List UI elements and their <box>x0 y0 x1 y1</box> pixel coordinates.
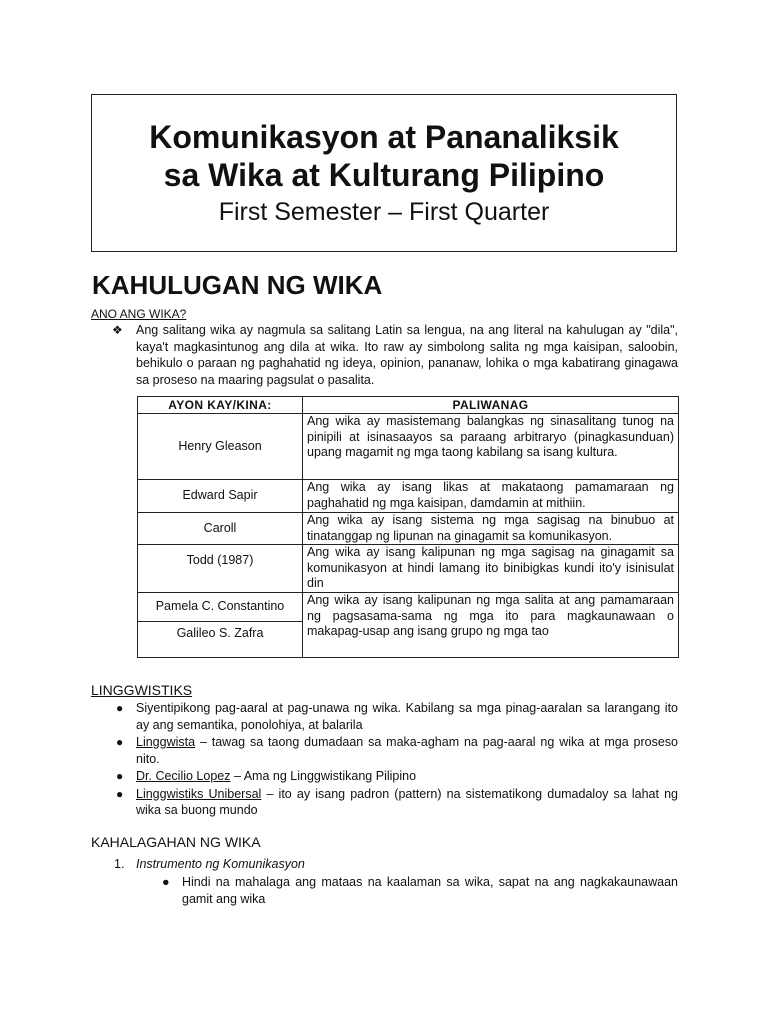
document-subtitle: First Semester – First Quarter <box>218 198 550 226</box>
table-cell-definition: Ang wika ay isang kalipunan ng mga salita at ang pamamaraan ng pagsasama-sama ng mga ito para magkaunawaan o makapag-usap ang isang grupo ng mga tao <box>303 593 679 658</box>
list-item <box>112 700 678 733</box>
document-title-line-2: sa Wika at Kulturang Pilipino <box>163 157 605 193</box>
table-cell-author: Caroll <box>138 513 303 545</box>
list-item-term: Linggwistiks Unibersal <box>136 786 262 801</box>
bullet-icon: ● <box>116 701 124 715</box>
section-label-kahalagahan: KAHALAGAHAN NG WIKA <box>91 834 261 850</box>
list-item <box>112 768 678 785</box>
table-header-ayon: AYON KAY/KINA: <box>138 397 303 414</box>
definition-paragraph-text: Ang salitang wika ay nagmula sa salitang Latin sa lengua, na ang literal na kahulugan ay "dila", kaya't magkasintunog ang dila at wika. Ito raw ay simbolong salita ng mga kaisipan, saloobin, behikulo o paraan ng paghahatid ng ideya, opinion, pananaw, lohika o mga kabatirang ginagawa sa proseso na maaring pagsulat o pasalita. <box>136 323 678 387</box>
table-row <box>138 480 679 513</box>
table-cell-definition: Ang wika ay isang sistema ng mga sagisag na binubuo at tinatanggap ng lipunan na ginagamit sa komunikasyon. <box>303 513 679 545</box>
table-row <box>138 513 679 545</box>
kahalagahan-sub-list <box>160 874 678 907</box>
numbered-item <box>114 856 305 872</box>
title-box <box>91 94 677 252</box>
list-item-text: Hindi na mahalaga ang mataas na kaalaman sa wika, sapat na ang nagkakaunawaan gamit ang wika <box>182 875 678 906</box>
list-item <box>112 734 678 767</box>
table-header-row <box>138 397 679 414</box>
section-label-ano-ang-wika: ANO ANG WIKA? <box>91 307 187 321</box>
list-item-term: Linggwista <box>136 735 196 749</box>
linggwistiks-list <box>112 700 678 820</box>
table-cell-definition: Ang wika ay isang kalipunan ng mga sagisag na ginagamit sa komunikasyon at hindi lamang ito binibigkas kundi ito'y isinisulat din <box>303 545 679 593</box>
table-header-paliwanag: PALIWANAG <box>303 397 679 414</box>
bullet-icon: ● <box>162 875 170 889</box>
table-cell-author: Galileo S. Zafra <box>138 622 303 658</box>
table-cell-author: Edward Sapir <box>138 480 303 513</box>
table-cell-definition: Ang wika ay isang likas at makataong pamamaraan ng paghahatid ng mga kaisipan, damdamin at mithiin. <box>303 480 679 513</box>
list-item-text: – ito ay isang padron (pattern) na sistematikong dumadaloy sa lahat ng wika sa buong mundo <box>136 786 678 817</box>
definition-paragraph <box>112 322 678 388</box>
table-row <box>138 414 679 480</box>
list-item <box>160 874 678 907</box>
table-cell-author: Pamela C. Constantino <box>138 593 303 622</box>
section-label-linggwistiks: LINGGWISTIKS <box>91 682 193 698</box>
table-cell-author: Henry Gleason <box>138 414 303 480</box>
definitions-table <box>137 396 679 658</box>
table-row <box>138 593 679 622</box>
table-cell-author: Todd (1987) <box>138 545 303 593</box>
table-cell-definition: Ang wika ay masistemang balangkas ng sinasalitang tunog na pinipili at isinasaayos sa paraang arbitraryo (pinagkasunduan) upang magamit ng mga taong kabilang sa isang kultura. <box>303 414 679 480</box>
bullet-icon: ● <box>116 786 124 801</box>
list-item-text: Siyentipikong pag-aaral at pag-unawa ng wika. Kabilang sa mga pinag-aaralan sa larangang ito ay ang semantika, ponolohiya, at balarila <box>136 701 678 732</box>
list-item <box>112 786 678 819</box>
document-title-line-1: Komunikasyon at Pananaliksik <box>149 119 619 155</box>
list-item-text: – Ama ng Linggwistikang Pilipino <box>230 769 417 783</box>
bullet-icon: ● <box>116 769 124 783</box>
diamond-bullet-icon: ❖ <box>112 323 123 337</box>
numbered-item-number: 1. <box>114 857 125 871</box>
numbered-item-title: Instrumento ng Komunikasyon <box>136 857 305 871</box>
table-row <box>138 545 679 593</box>
bullet-icon: ● <box>116 735 124 749</box>
list-item-text: – tawag sa taong dumadaan sa maka-agham na pag-aaral ng wika at mga proseso nito. <box>136 735 678 766</box>
list-item-term: Dr. Cecilio Lopez <box>136 769 231 783</box>
main-heading: KAHULUGAN NG WIKA <box>92 270 383 300</box>
